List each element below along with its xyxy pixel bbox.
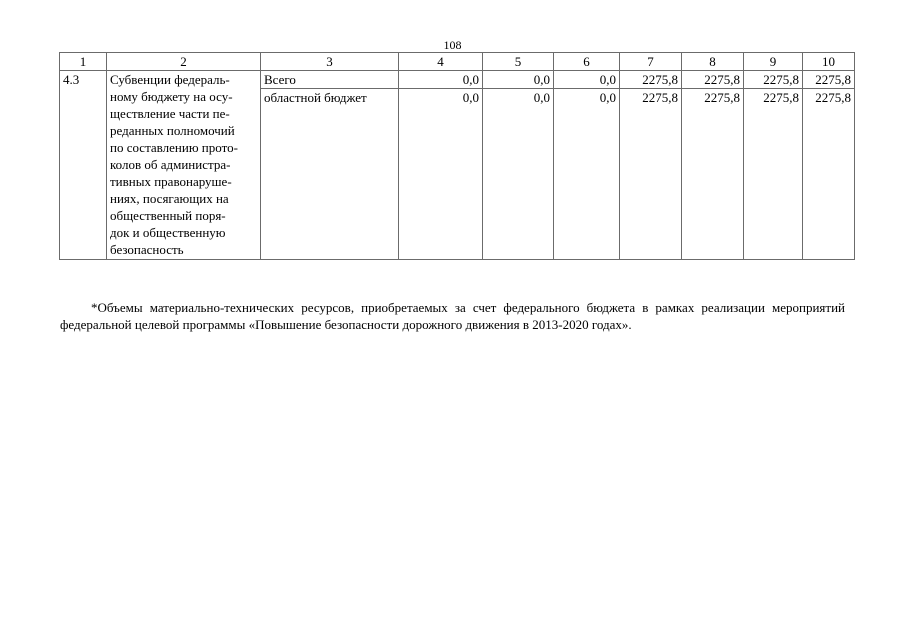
value-cell: 2275,8 [744,89,803,260]
column-header: 1 [60,53,107,71]
value-cell: 0,0 [554,89,620,260]
column-header: 2 [107,53,261,71]
value-cell: 2275,8 [803,89,855,260]
value-cell: 0,0 [483,89,554,260]
value-cell: 2275,8 [682,89,744,260]
value-cell: 0,0 [554,71,620,89]
footnote: *Объемы материально-технических ресурсов, приобретаемых за счет федерального бюджета в рамках реализации мероприятий федеральной целевой программы «Повышение безопасности дорожного движения в 2013-2020 годах». [60,300,845,332]
value-cell: 2275,8 [682,71,744,89]
budget-table [59,52,855,260]
column-header: 5 [483,53,554,71]
value-cell: 2275,8 [744,71,803,89]
column-header: 7 [620,53,682,71]
column-header: 6 [554,53,620,71]
column-header: 8 [682,53,744,71]
value-cell: 2275,8 [620,89,682,260]
column-header: 3 [261,53,399,71]
row-description: Субвенции федераль- ному бюджету на осу- ществление части пе- реданных полномочий по составлению прото- колов об администра- тивных правонаруше- ниях, посягающих на общественный поря- док и общественную безопасность [107,71,261,260]
source-label: областной бюджет [261,89,399,260]
table-row [60,71,855,89]
value-cell: 0,0 [483,71,554,89]
row-id: 4.3 [60,71,107,260]
page-number: 108 [443,38,462,52]
column-header: 10 [803,53,855,71]
column-header: 4 [399,53,483,71]
source-label: Всего [261,71,399,89]
value-cell: 2275,8 [803,71,855,89]
value-cell: 2275,8 [620,71,682,89]
value-cell: 0,0 [399,89,483,260]
header-row [60,53,855,71]
value-cell: 0,0 [399,71,483,89]
column-header: 9 [744,53,803,71]
